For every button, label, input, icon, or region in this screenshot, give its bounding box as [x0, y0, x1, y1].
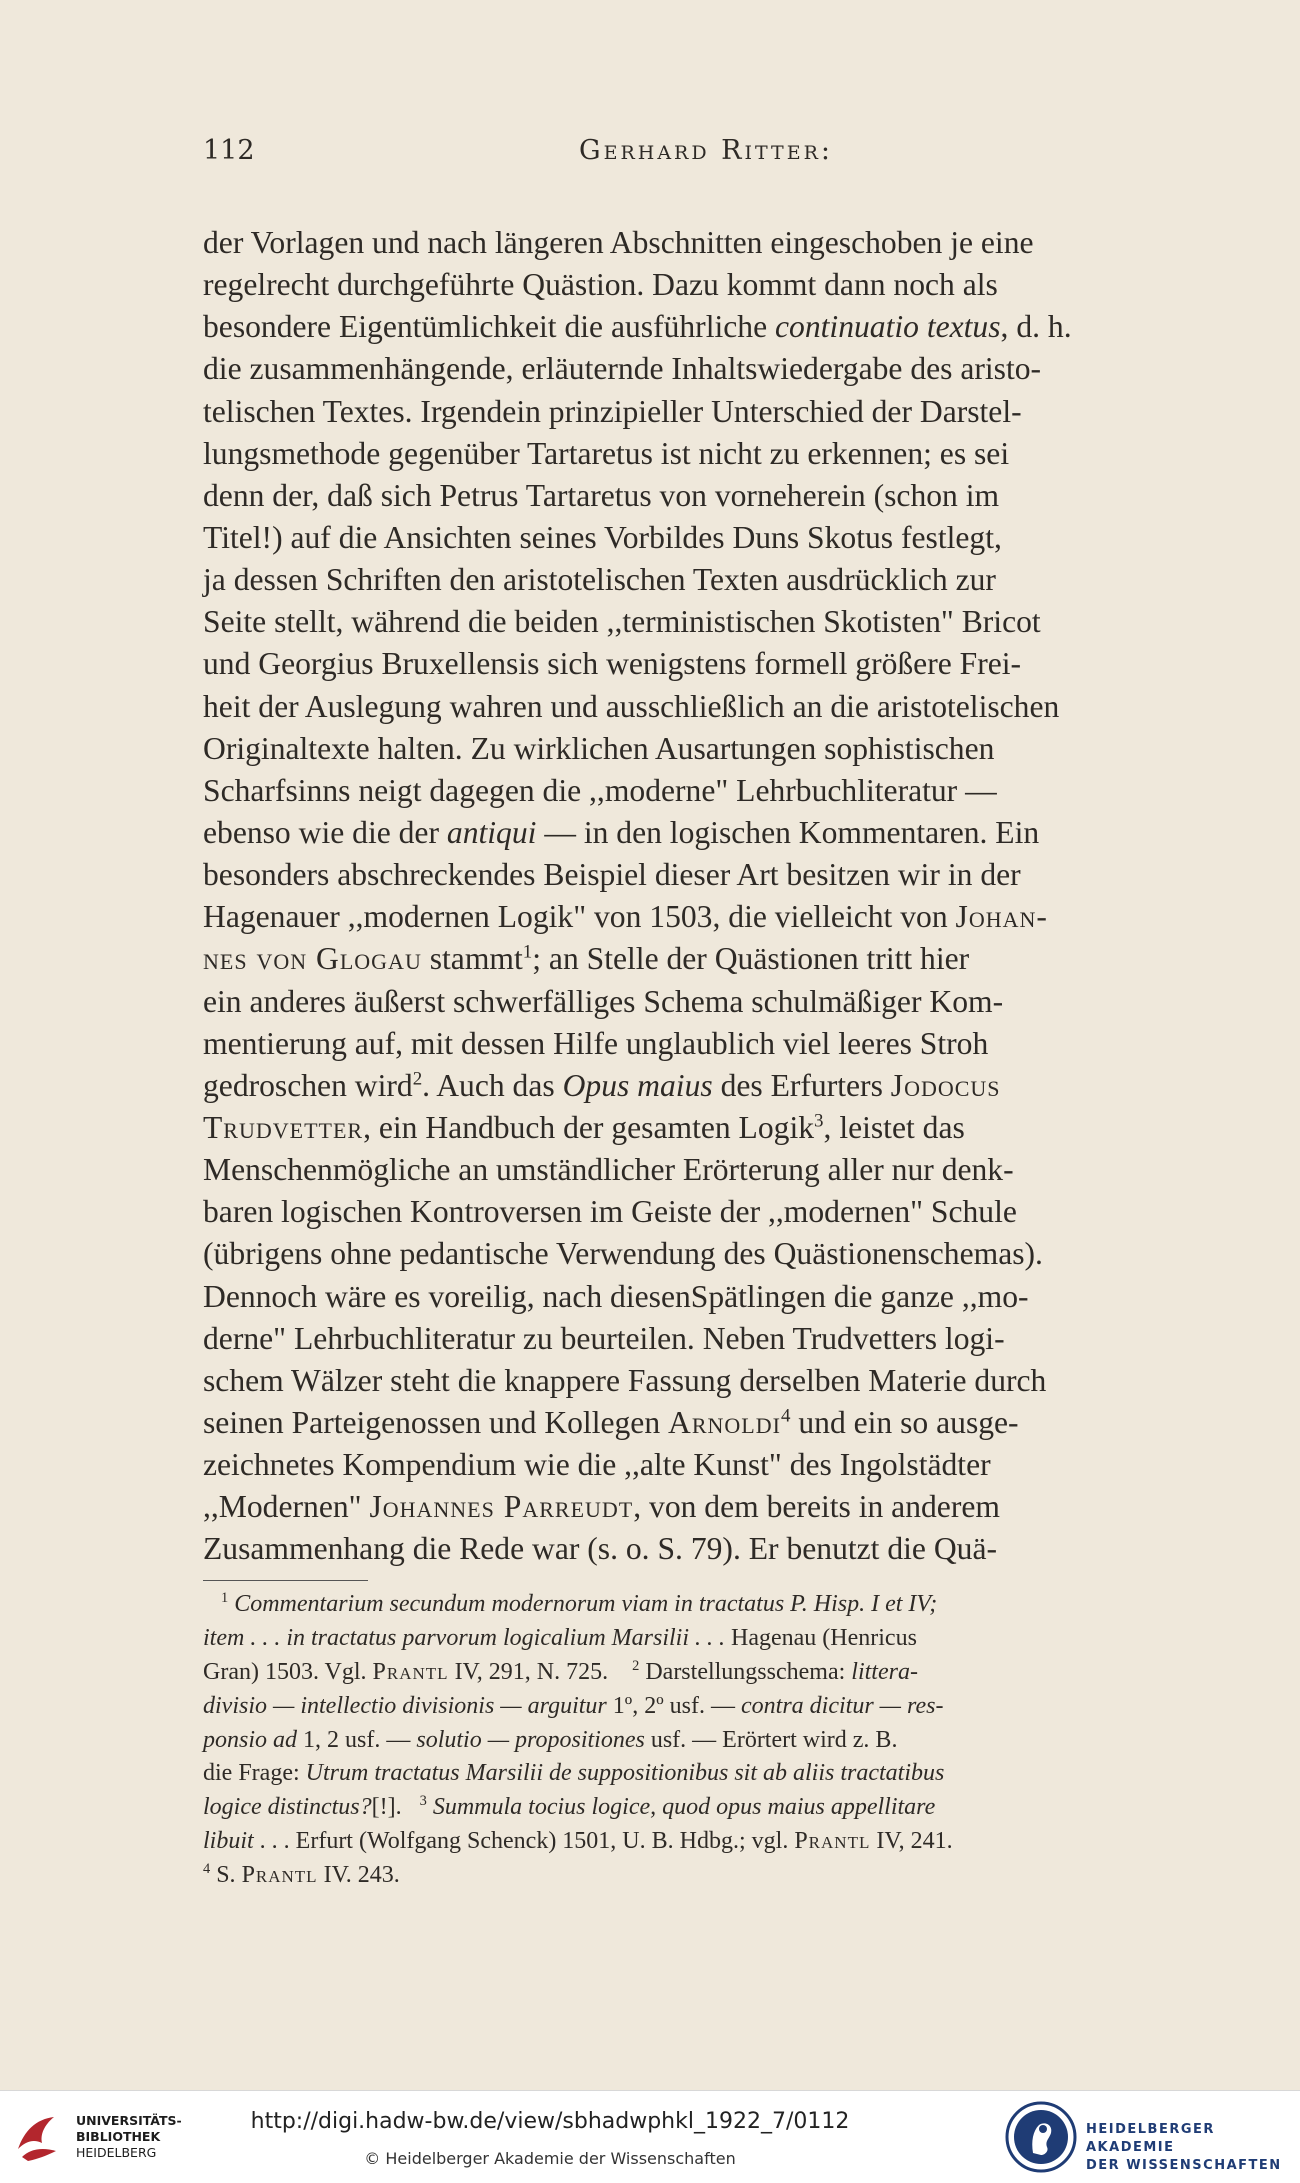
- person-name: Jodocus: [890, 1067, 1001, 1103]
- footnote-line: divisio — intellectio divisionis — arguitur 1º, 2º usf. — contra dicitur — res-: [203, 1692, 944, 1719]
- text-line: ,,Modernen" Johannes Parreudt, von dem bereits in anderem: [203, 1489, 1000, 1525]
- text-line: Trudvetter, ein Handbuch der gesamten Logik$^3$, leistet das: [203, 1109, 965, 1145]
- text-line: Originaltexte halten. Zu wirklichen Ausartungen sophistischen: [203, 730, 995, 766]
- footnote-line: logice distinctus?[!]. $^3$ Summula tocius logice, quod opus maius appellitare: [203, 1793, 936, 1821]
- university-library-logo-icon[interactable]: [10, 2109, 68, 2167]
- text-line: Dennoch wäre es voreilig, nach diesenSpätlingen die ganze ,,mo-: [203, 1278, 1029, 1314]
- footnote-ref: 4: [780, 1405, 791, 1427]
- italic-term: Opus maius: [562, 1067, 713, 1103]
- university-library-name: UNIVERSITÄTS- BIBLIOTHEK HEIDELBERG: [76, 2113, 182, 2160]
- body-text: [203, 222, 1209, 1571]
- footnote-marker: 2: [632, 1657, 640, 1674]
- running-head-author: Gerhard Ritter:: [579, 135, 833, 166]
- footnote-marker: 1: [221, 1590, 229, 1606]
- text-line: und Georgius Bruxellensis sich wenigstens formell größere Frei-: [203, 646, 1022, 682]
- text-line: Hagenauer ,,modernen Logik" von 1503, die vielleicht von Johan-: [203, 899, 1048, 935]
- text-line: Menschenmögliche an umständlicher Erörterung aller nur denk-: [203, 1152, 1014, 1188]
- page-number: 112: [203, 135, 255, 166]
- text-line: Titel!) auf die Ansichten seines Vorbildes Duns Skotus festlegt,: [203, 519, 1002, 555]
- academy-seal-icon[interactable]: [1005, 2101, 1077, 2173]
- text-line: mentierung auf, mit dessen Hilfe unglaublich viel leeres Stroh: [203, 1025, 989, 1061]
- footnote-ref: 1: [522, 941, 533, 963]
- footnote-ref: 3: [814, 1110, 824, 1132]
- text-line: die zusammenhängende, erläuternde Inhaltswiedergabe des aristo-: [203, 351, 1042, 387]
- permalink-url[interactable]: http://digi.hadw-bw.de/view/sbhadwphkl_1922_7/0112: [250, 2109, 850, 2134]
- person-name: Johan-: [955, 899, 1048, 935]
- text-line: gedroschen wird$^2$. Auch das Opus maius des Erfurters Jodocus: [203, 1067, 1001, 1103]
- text-line: derne" Lehrbuchliteratur zu beurteilen. Neben Trudvetters logi-: [203, 1320, 1005, 1356]
- text-line: heit der Auslegung wahren und ausschließlich an die aristotelischen: [203, 688, 1060, 724]
- text-line: Scharfsinns neigt dagegen die ,,moderne" Lehrbuchliteratur —: [203, 772, 997, 808]
- text-line: lungsmethode gegenüber Tartaretus ist nicht zu erkennen; es sei: [203, 435, 1010, 471]
- footnote-ref: 2: [412, 1068, 423, 1090]
- text-line: (übrigens ohne pedantische Verwendung des Quästionenschemas).: [203, 1236, 1043, 1272]
- text-line: denn der, daß sich Petrus Tartaretus von vorneherein (schon im: [203, 477, 1000, 513]
- text-line: besondere Eigentümlichkeit die ausführliche continuatio textus, d. h.: [203, 309, 1072, 345]
- text-line: ein anderes äußerst schwerfälliges Schema schulmäßiger Kom-: [203, 983, 1004, 1019]
- footnote-line: Gran) 1503. Vgl. Prantl IV, 291, N. 725. $^2$ Darstellungsschema: littera-: [203, 1657, 918, 1685]
- text-line: zeichnetes Kompendium wie die ,,alte Kunst" des Ingolstädter: [203, 1447, 991, 1483]
- person-name: Johannes Parreudt: [369, 1489, 634, 1525]
- person-name: Trudvetter: [203, 1109, 364, 1145]
- text-line: Seite stellt, während die beiden ,,terministischen Skotisten" Bricot: [203, 604, 1041, 640]
- running-head: [203, 135, 1209, 175]
- academy-name: HEIDELBERGER AKADEMIE DER WISSENSCHAFTEN: [1086, 2122, 1282, 2173]
- text-line: ja dessen Schriften den aristotelischen Texten ausdrücklich zur: [203, 562, 996, 598]
- footnote-line: item . . . in tractatus parvorum logicalium Marsilii . . . Hagenau (Henricus: [203, 1624, 917, 1651]
- text-line: der Vorlagen und nach längeren Abschnitten eingeschoben je eine: [203, 225, 1034, 260]
- text-line: schem Wälzer steht die knappere Fassung derselben Materie durch: [203, 1362, 1047, 1398]
- copyright-notice: © Heidelberger Akademie der Wissenschaften: [364, 2149, 736, 2168]
- text-line: Zusammenhang die Rede war (s. o. S. 79). Er benutzt die Quä-: [203, 1531, 998, 1567]
- text-line: telischen Textes. Irgendein prinzipieller Unterschied der Darstel-: [203, 393, 1022, 429]
- text-line: seinen Parteigenossen und Kollegen Arnoldi$^4$ und ein so ausge-: [203, 1404, 1019, 1440]
- italic-term: continuatio textus: [775, 309, 1001, 345]
- footnote-marker: 3: [419, 1793, 427, 1810]
- footnote-line: libuit . . . Erfurt (Wolfgang Schenck) 1501, U. B. Hdbg.; vgl. Prantl IV, 241.: [203, 1828, 953, 1855]
- text-line: regelrecht durchgeführte Quästion. Dazu kommt dann noch als: [203, 267, 998, 303]
- person-name: Arnoldi: [668, 1404, 781, 1440]
- footnote-line: die Frage: Utrum tractatus Marsilii de suppositionibus sit ab aliis tractatibus: [203, 1760, 945, 1787]
- footnote-line: ponsio ad 1, 2 usf. — solutio — propositiones usf. — Erörtert wird z. B.: [203, 1726, 898, 1753]
- footnote-divider: [203, 1580, 368, 1581]
- italic-term: antiqui: [446, 814, 537, 850]
- footnotes: [203, 1588, 1209, 1893]
- text-line: nes von Glogau stammt$^1$; an Stelle der Quästionen tritt hier: [203, 941, 970, 977]
- footnote-line: $^1$ Commentarium secundum modernorum viam in tractatus P. Hisp. I et IV;: [221, 1590, 938, 1617]
- text-line: ebenso wie die der antiqui — in den logischen Kommentaren. Ein: [203, 814, 1040, 850]
- footnote-marker: 4: [203, 1861, 211, 1878]
- text-line: baren logischen Kontroversen im Geiste der ,,modernen" Schule: [203, 1194, 1017, 1230]
- viewer-footer: [0, 2090, 1300, 2183]
- person-name: nes von Glogau: [203, 941, 422, 977]
- text-line: besonders abschreckendes Beispiel dieser Art besitzen wir in der: [203, 857, 1021, 893]
- footnote-line: $^4$ S. Prantl IV. 243.: [203, 1861, 400, 1889]
